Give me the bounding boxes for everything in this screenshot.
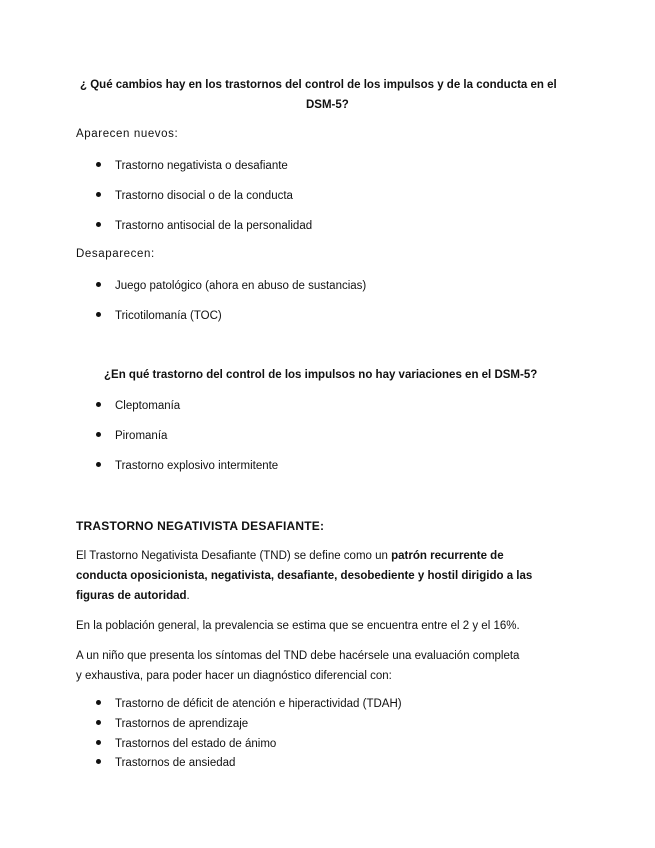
question1-line1: ¿ Qué cambios hay en los trastornos del control de los impulsos y de la conducta en el <box>80 79 557 91</box>
list-item-text: Juego patológico (ahora en abuso de sustancias) <box>115 280 367 292</box>
list-item <box>96 278 366 294</box>
list-item <box>96 218 312 234</box>
list-item-text: Trastornos del estado de ánimo <box>115 738 277 750</box>
list-item-text: Trastorno explosivo intermitente <box>115 460 279 472</box>
para1-line1-bold: patrón recurrente de <box>391 550 504 562</box>
question2-text: ¿En qué trastorno del control de los impulsos no hay variaciones en el DSM-5? <box>104 369 538 381</box>
list-item <box>96 716 248 732</box>
list-item-text: Trastornos de ansiedad <box>115 757 236 769</box>
desaparecen-label: Desaparecen: <box>76 248 155 260</box>
list-item <box>96 188 293 204</box>
bullet-icon <box>96 432 101 437</box>
list-item <box>96 755 235 771</box>
bullet-icon <box>96 720 101 725</box>
list-item <box>96 428 167 444</box>
para3-line1: A un niño que presenta los síntomas del TND debe hacérsele una evaluación completa <box>76 650 520 662</box>
bullet-icon <box>96 312 101 317</box>
list-item <box>96 308 222 324</box>
para3-line2: y exhaustiva, para poder hacer un diagnóstico diferencial con: <box>76 670 392 682</box>
bullet-icon <box>96 402 101 407</box>
bullet-icon <box>96 759 101 764</box>
para2: En la población general, la prevalencia se estima que se encuentra entre el 2 y el 16%. <box>76 620 520 632</box>
list-item-text: Trastorno antisocial de la personalidad <box>115 220 313 232</box>
bullet-icon <box>96 192 101 197</box>
para1-line2: conducta oposicionista, negativista, desafiante, desobediente y hostil dirigido a las <box>76 570 533 582</box>
list-item-text: Trastornos de aprendizaje <box>115 718 249 730</box>
bullet-icon <box>96 462 101 467</box>
bullet-icon <box>96 282 101 287</box>
list-item <box>96 458 278 474</box>
bullet-icon <box>96 222 101 227</box>
bullet-icon <box>96 162 101 167</box>
para1-line3 <box>76 588 190 604</box>
para1-line1 <box>76 548 504 564</box>
para1-line3-normal: . <box>186 590 190 602</box>
bullet-icon <box>96 700 101 705</box>
section-heading: TRASTORNO NEGATIVISTA DESAFIANTE: <box>76 519 325 533</box>
list-item-text: Trastorno de déficit de atención e hiperactividad (TDAH) <box>115 698 402 710</box>
list-item-text: Piromanía <box>115 430 168 442</box>
list-item-text: Cleptomanía <box>115 400 181 412</box>
question1-line2: DSM-5? <box>306 99 349 111</box>
list-item <box>96 398 180 414</box>
bullet-icon <box>96 740 101 745</box>
list-item-text: Trastorno negativista o desafiante <box>115 160 288 172</box>
aparecen-label: Aparecen nuevos: <box>76 128 179 140</box>
list-item <box>96 158 288 174</box>
list-item <box>96 696 402 712</box>
para1-line3-bold: figuras de autoridad <box>76 590 187 602</box>
list-item-text: Tricotilomanía (TOC) <box>115 310 222 322</box>
list-item <box>96 736 276 752</box>
list-item-text: Trastorno disocial o de la conducta <box>115 190 293 202</box>
para1-line1-normal: El Trastorno Negativista Desafiante (TND) se define como un <box>76 550 392 562</box>
